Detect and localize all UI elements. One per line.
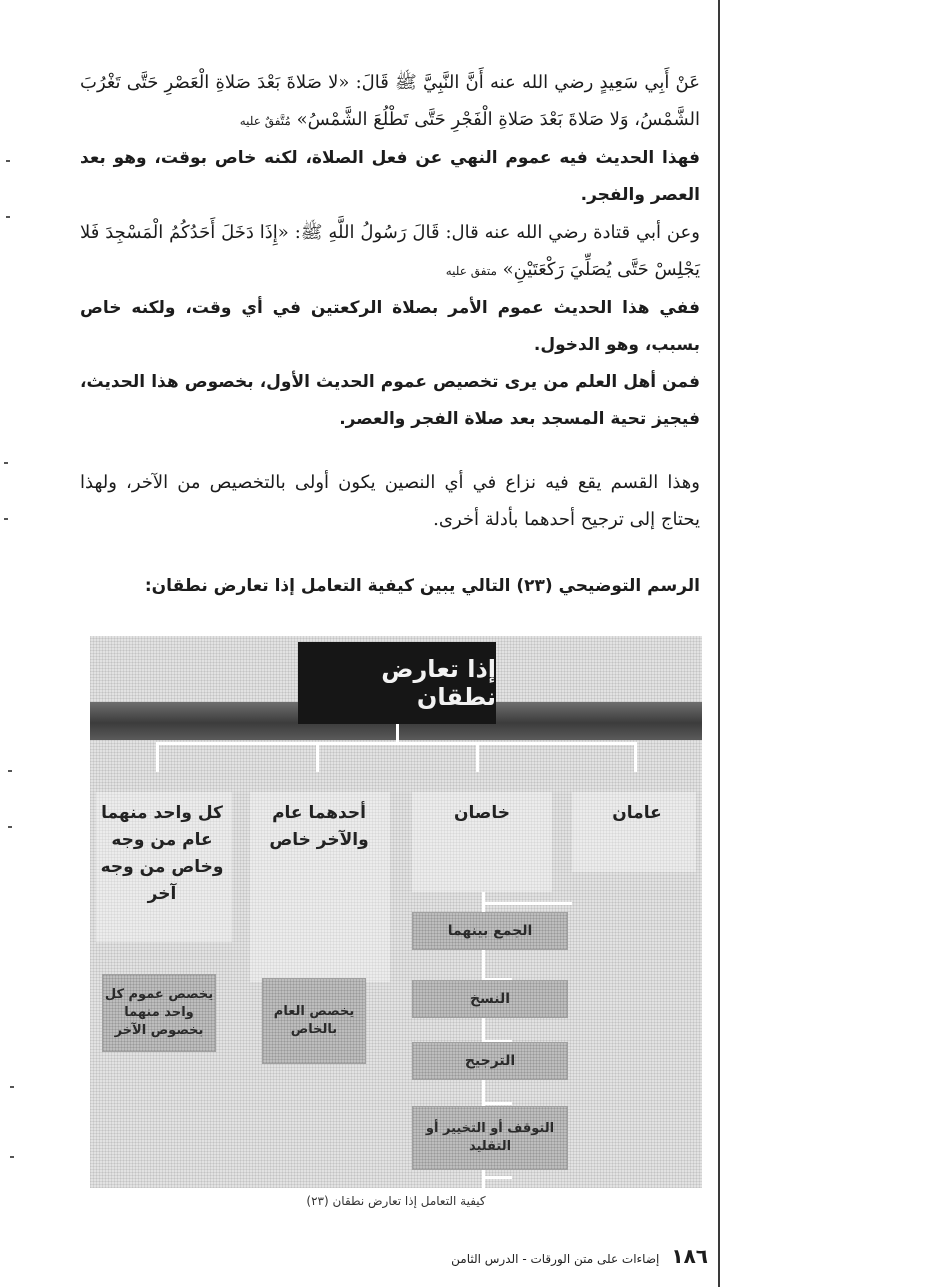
page-number: ١٨٦ bbox=[671, 1244, 708, 1268]
hadith-text: وعن أبي قتادة رضي الله عنه قال: قَالَ رَسُولُ اللَّهِ ﷺ: «إِذَا دَخَلَ أَحَدُكُمُ الْمَسْجِدَ فَلا يَجْلِسْ حَتَّى يُصَلِّيَ رَكْعَتَيْنِ» bbox=[80, 222, 700, 280]
connector bbox=[156, 742, 636, 745]
paragraph-explanation-1: فهذا الحديث فيه عموم النهي عن فعل الصلاة، لكنه خاص بوقت، وهو بعد العصر والفجر. bbox=[80, 148, 700, 205]
connector bbox=[634, 742, 637, 772]
connector bbox=[476, 742, 479, 772]
page-footer bbox=[430, 1244, 708, 1268]
box-suspension: التوقف أو التخيير أو التقليد bbox=[412, 1106, 568, 1170]
running-title: إضاءات على متن الورقات - الدرس الثامن bbox=[451, 1252, 660, 1266]
page-margin-rule bbox=[718, 0, 720, 1287]
connector bbox=[396, 724, 399, 744]
margin-mark bbox=[10, 1086, 14, 1088]
margin-mark bbox=[4, 462, 8, 464]
column-title-one-general: أحدهما عام والآخر خاص bbox=[269, 803, 369, 850]
diagram-intro: الرسم التوضيحي (٢٣) التالي يبين كيفية التعامل إذا تعارض نطقان: bbox=[144, 576, 700, 596]
connector bbox=[482, 902, 572, 905]
paragraph-explanation-2: ففي هذا الحديث عموم الأمر بصلاة الركعتين في أي وقت، ولكنه خاص بسبب، وهو الدخول. bbox=[80, 298, 700, 355]
paragraph-hadith-1 bbox=[80, 64, 700, 140]
box-specify-each: يخصص عموم كل واحد منهما بخصوص الآخر bbox=[102, 974, 216, 1052]
paragraph-explanation-3: فمن أهل العلم من يرى تخصيص عموم الحديث الأول، بخصوص هذا الحديث، فيجيز تحية المسجد بعد صلاة الفجر والعصر. bbox=[80, 372, 700, 429]
margin-mark bbox=[8, 770, 12, 772]
connector bbox=[482, 1176, 512, 1179]
paragraph-conclusion: وهذا القسم يقع فيه نزاع في أي النصين يكون أولى بالتخصيص من الآخر، ولهذا يحتاج إلى ترجيح أحدهما بأدلة أخرى. bbox=[80, 472, 700, 530]
column-title-each: كل واحد منهما عام من وجه وخاص من وجه آخر bbox=[100, 803, 224, 904]
connector bbox=[316, 742, 319, 772]
figure-caption: كيفية التعامل إذا تعارض نطقان (٢٣) bbox=[306, 1194, 486, 1208]
hadith-reference: مُتَّفقٌ عليه bbox=[239, 114, 291, 128]
column-title-khasaan: خاصان bbox=[454, 803, 510, 823]
box-combine: الجمع بينهما bbox=[412, 912, 568, 950]
hadith-reference: متفق عليه bbox=[445, 264, 497, 278]
body-text bbox=[80, 64, 700, 605]
margin-mark bbox=[6, 216, 10, 218]
paragraph-hadith-2 bbox=[80, 214, 700, 290]
box-abrogation: النسخ bbox=[412, 980, 568, 1018]
diagram-header: إذا تعارض نطقان bbox=[298, 642, 496, 724]
margin-mark bbox=[4, 518, 8, 520]
margin-mark bbox=[8, 826, 12, 828]
box-specify-general: يخصص العام بالخاص bbox=[262, 978, 366, 1064]
box-preference: الترجيح bbox=[412, 1042, 568, 1080]
connector bbox=[156, 742, 159, 772]
margin-mark bbox=[10, 1156, 14, 1158]
margin-mark bbox=[6, 160, 10, 162]
column-title-aamaan: عامان bbox=[612, 803, 662, 823]
flow-diagram bbox=[90, 636, 702, 1188]
connector bbox=[482, 1102, 512, 1105]
hadith-text: عَنْ أَبِي سَعِيدٍ رضي الله عنه أَنَّ النَّبِيَّ ﷺ قَالَ: «لا صَلاةَ بَعْدَ صَلاةِ الْعَصْرِ حَتَّى تَغْرُبَ الشَّمْسُ، وَلا صَلاةَ بَعْدَ صَلاةِ الْفَجْرِ حَتَّى تَطْلُعَ الشَّمْسُ» bbox=[80, 72, 700, 130]
